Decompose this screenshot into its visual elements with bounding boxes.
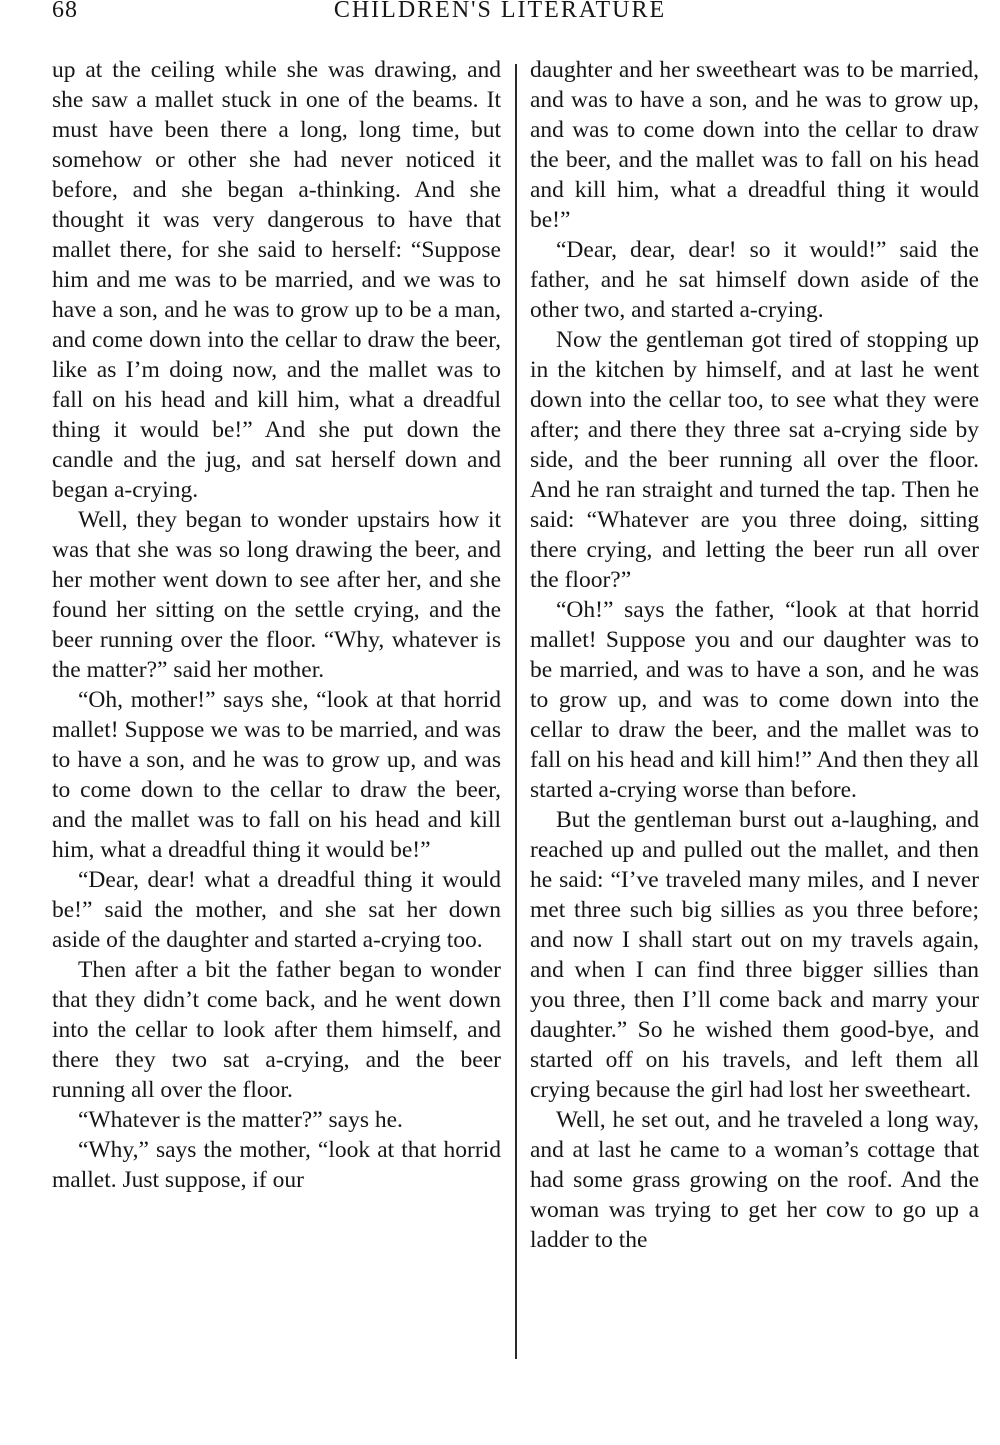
paragraph: “Oh, mother!” says she, “look at that horrid mallet! Suppose we was to be married, and was to have a son, and he was to grow up, and was to come down to the cellar to draw the beer, and the mallet was to fall on his head and kill him, what a dreadful thing it would be!” bbox=[52, 687, 501, 863]
paragraph: “Why,” says the mother, “look at that horrid mallet. Just suppose, if our bbox=[52, 1137, 501, 1193]
paragraph-continued: daughter and her sweetheart was to be married, and was to have a son, and he was to grow up, and was to come down into the cellar to draw the beer, and the mallet was to fall on his head and kill him, what a dreadful thing it would be!” bbox=[530, 57, 979, 233]
paragraph: “Dear, dear! what a dreadful thing it would be!” said the mother, and she sat her down aside of the daughter and started a-crying too. bbox=[52, 867, 501, 953]
paragraph: But the gentleman burst out a-laughing, and reached up and pulled out the mallet, and then he said: “I’ve traveled many miles, and I never met three such big sillies as you three before; and now I shall start out on my travels again, and when I can find three bigger sillies than you three, then I’ll come back and marry your daughter.” So he wished them good-bye, and started off on his travels, and left them all crying because the girl had lost her sweetheart. bbox=[530, 807, 979, 1103]
paragraph: Well, he set out, and he traveled a long way, and at last he came to a woman’s cottage that had some grass growing on the roof. And the woman was trying to get her cow to go up a ladder to the bbox=[530, 1107, 979, 1253]
left-column bbox=[52, 55, 501, 1195]
paragraph: Now the gentleman got tired of stopping up in the kitchen by himself, and at last he went down into the cellar too, to see what they were after; and there they three sat a-crying side by side, and the beer running all over the floor. And he ran straight and turned the tap. Then he said: “Whatever are you three doing, sitting there crying, and letting the beer run all over the floor?” bbox=[530, 327, 979, 593]
running-head bbox=[0, 0, 1000, 26]
running-title: CHILDREN'S LITERATURE bbox=[333, 0, 667, 23]
paragraph: Then after a bit the father began to wonder that they didn’t come back, and he went down into the cellar to look after them himself, and there they two sat a-crying, and the beer running all over the floor. bbox=[52, 957, 501, 1103]
right-column bbox=[530, 55, 979, 1255]
paragraph-continued: up at the ceiling while she was drawing, and she saw a mallet stuck in one of the beams. It must have been there a long, long time, but somehow or other she had never noticed it before, and she began a-thinking. And she thought it was very dangerous to have that mallet there, for she said to herself: “Suppose him and me was to be married, and we was to have a son, and he was to grow up to be a man, and come down into the cellar to draw the beer, like as I’m doing now, and the mallet was to fall on his head and kill him, what a dreadful thing it would be!” And she put down the candle and the jug, and sat herself down and began a-crying. bbox=[52, 57, 501, 503]
paragraph: Well, they began to wonder upstairs how it was that she was so long drawing the beer, and her mother went down to see after her, and she found her sitting on the settle crying, and the beer running over the floor. “Why, whatever is the matter?” said her mother. bbox=[52, 507, 501, 683]
column-divider bbox=[515, 64, 517, 1359]
paragraph: “Oh!” says the father, “look at that horrid mallet! Suppose you and our daughter was to be married, and was to have a son, and he was to grow up, and was to come down into the cellar to draw the beer, and the mallet was to fall on his head and kill him!” And then they all started a-crying worse than before. bbox=[530, 597, 980, 803]
paragraph: “Whatever is the matter?” says he. bbox=[78, 1107, 403, 1133]
page-number: 68 bbox=[52, 0, 78, 23]
paragraph: “Dear, dear, dear! so it would!” said the father, and he sat himself down aside of the other two, and started a-crying. bbox=[530, 237, 979, 323]
